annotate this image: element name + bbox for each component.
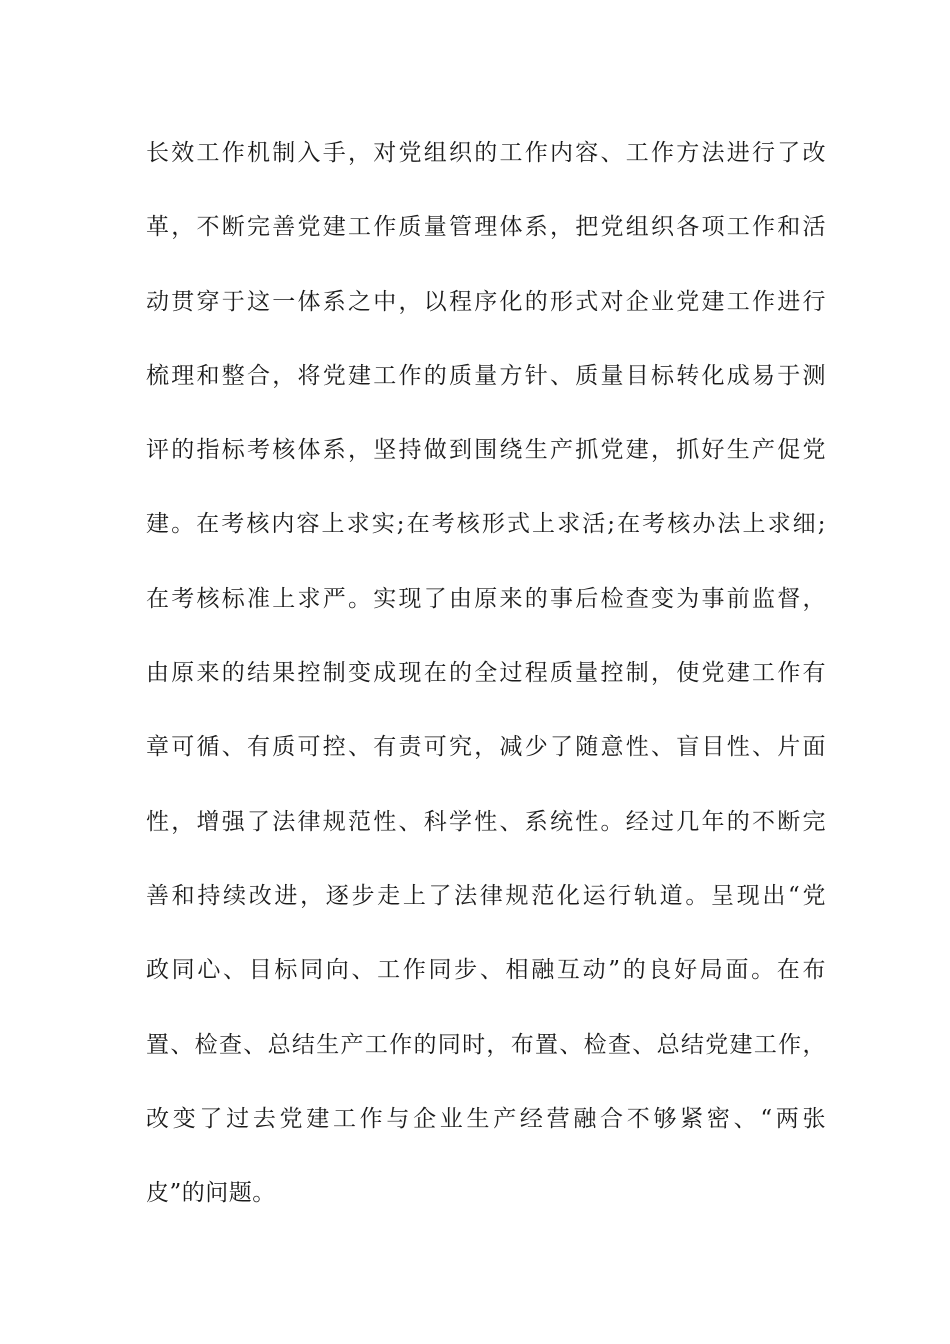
text-line: 革，不断完善党建工作质量管理体系，把党组织各项工作和活 <box>146 214 826 241</box>
body-paragraph <box>146 131 826 1245</box>
text-line: 在考核标准上求严。实现了由原来的事后检查变为事前监督， <box>146 585 826 612</box>
text-line: 置、检查、总结生产工作的同时，布置、检查、总结党建工作， <box>146 1031 826 1058</box>
text-line: 动贯穿于这一体系之中，以程序化的形式对企业党建工作进行 <box>146 288 826 315</box>
text-line: 评的指标考核体系，坚持做到围绕生产抓党建，抓好生产促党 <box>146 437 826 464</box>
text-line: 长效工作机制入手，对党组织的工作内容、工作方法进行了改 <box>146 140 826 166</box>
text-line: 由原来的结果控制变成现在的全过程质量控制，使党建工作有 <box>146 660 826 687</box>
text-line: 改变了过去党建工作与企业生产经营融合不够紧密、“两张 <box>146 1105 826 1132</box>
text-line: 章可循、有质可控、有责可究，减少了随意性、盲目性、片面 <box>146 734 826 761</box>
text-line: 皮”的问题。 <box>146 1180 276 1207</box>
text-line: 善和持续改进，逐步走上了法律规范化运行轨道。呈现出“党 <box>146 882 826 909</box>
text-line: 建。在考核内容上求实;在考核形式上求活;在考核办法上求细; <box>146 511 826 538</box>
text-line: 性，增强了法律规范性、科学性、系统性。经过几年的不断完 <box>146 808 826 835</box>
text-line: 政同心、目标同向、工作同步、相融互动”的良好局面。在布 <box>146 957 826 984</box>
text-line: 梳理和整合，将党建工作的质量方针、质量目标转化成易于测 <box>146 362 826 389</box>
